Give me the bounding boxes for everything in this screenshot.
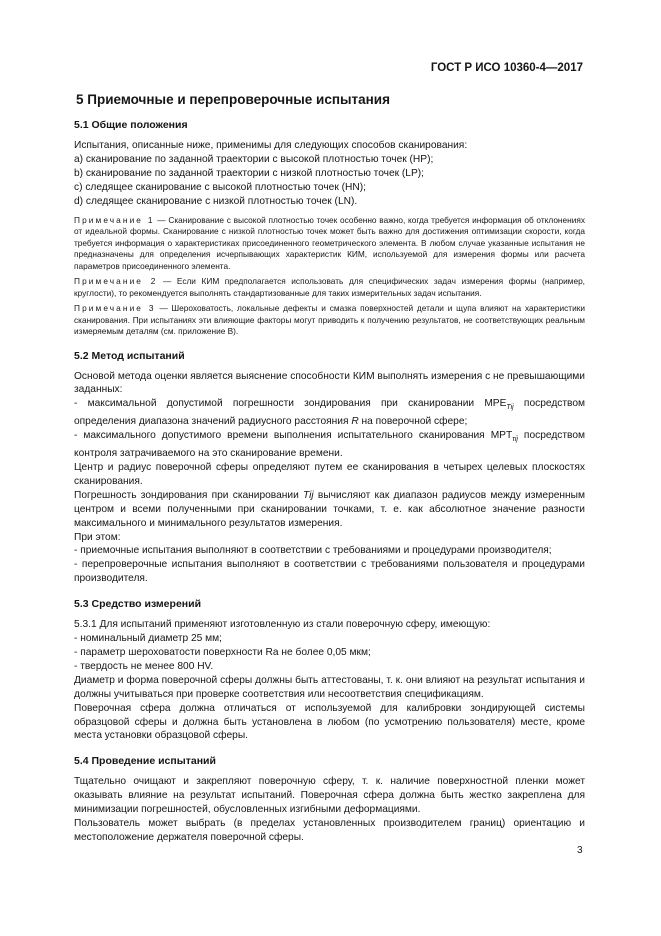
- bullet-item: - перепроверочные испытания выполняют в соответствии с требованиями пользователя и процедурами производителя.: [74, 559, 585, 585]
- variable: Tij: [303, 489, 314, 501]
- paragraph: [74, 489, 585, 531]
- bullet-item: [74, 429, 585, 461]
- text-run: вычисляют как диапазон радиусов между измеренным центром и всеми полученными при сканировании точками, т. е. как абсолютное значение разности максимального и минимального результатов измерения.: [74, 489, 585, 529]
- note-text: — Сканирование с высокой плотностью точек особенно важно, когда требуется информация об отклонениях от идеальной формы. Сканирование с низкой плотностью точек может быть важно для достижения оптимизации скорости, когда требуется информация о характеристиках присоединенного геометрического элемента. В любом случае указанные испытания не предназначены для определения исчерпывающих характеристик КИМ, используемой для измерения формы или расчета параметров присоединенного элемента.: [74, 214, 585, 271]
- variable: R: [351, 416, 359, 428]
- text-run: - максимальной допустимой погрешности зондирования при сканировании MPE: [74, 398, 507, 410]
- list-item: b) сканирование по заданной траектории с низкой плотностью точек (LP);: [74, 167, 424, 179]
- note-label: Примечание 1: [74, 214, 155, 225]
- note-3: [74, 303, 585, 338]
- note-1: [74, 215, 585, 273]
- subsection-title-5-2: 5.2 Метод испытаний: [74, 349, 185, 362]
- paragraph: Пользователь может выбрать (в пределах установленных производителем границ) ориентацию и местоположение держателя поверочной сферы.: [74, 818, 585, 843]
- section-title: 5 Приемочные и перепроверочные испытания: [76, 92, 390, 107]
- paragraph: Основой метода оценки является выяснение способности КИМ выполнять измерения с не превышающими заданных:: [74, 370, 585, 396]
- subsection-title-5-1: 5.1 Общие положения: [74, 119, 188, 131]
- subsection-title-5-4: 5.4 Проведение испытаний: [74, 755, 216, 768]
- list-item: d) следящее сканирование с низкой плотностью точек (LN).: [74, 195, 358, 207]
- paragraph: Тщательно очищают и закрепляют поверочную сферу, т. к. наличие поверхностной пленки может оказывать влияние на результат испытаний. Поверочная сфера должна быть жестко закреплена для минимизации погрешностей, обусловленных изгибными деформациями.: [74, 776, 585, 816]
- note-2: [74, 276, 585, 299]
- text-run: Погрешность зондирования при сканировании: [74, 489, 304, 501]
- document-header: ГОСТ Р ИСО 10360-4—2017: [430, 62, 583, 74]
- text-run: посредством контроля затрачиваемого на это сканирование времени.: [74, 430, 585, 460]
- text-run: посредством определения диапазона значений радиусного расстояния: [74, 398, 585, 428]
- bullet-item: - номинальный диаметр 25 мм;: [74, 633, 223, 645]
- page-content: [74, 91, 585, 845]
- note-text: — Если КИМ предполагается использовать для специфических задач измерения формы (например, круглости), то рекомендуется выполнять стандартизованные для таких измерительных задач испытания.: [74, 276, 585, 298]
- note-label: Примечание 2: [74, 276, 158, 287]
- paragraph: Центр и радиус поверочной сферы определяют путем ее сканирования в четырех целевых плоскостях сканирования.: [74, 462, 585, 487]
- page-number: 3: [577, 845, 583, 856]
- paragraph: При этом:: [74, 531, 121, 543]
- list-item: a) сканирование по заданной траектории с высокой плотностью точек (HP);: [74, 153, 434, 165]
- paragraph: 5.3.1 Для испытаний применяют изготовленную из стали поверочную сферу, имеющую:: [74, 619, 491, 631]
- text-run: - максимального допустимого времени выполнения испытательного сканирования MPT: [74, 430, 513, 442]
- bullet-item: - приемочные испытания выполняют в соответствии с требованиями и процедурами производителя;: [74, 545, 552, 557]
- note-label: Примечание 3: [74, 303, 156, 314]
- paragraph: Поверочная сфера должна отличаться от используемой для калибровки зондирующей системы образцовой сферы и должна быть установлена в любом (по усмотрению пользователя) месте, кроме места установки образцовой сферы.: [74, 702, 585, 742]
- subscript: τij: [512, 436, 518, 444]
- list-item: c) следящее сканирование с высокой плотностью точек (HN);: [74, 181, 366, 193]
- bullet-item: - параметр шероховатости поверхности Ra не более 0,05 мкм;: [74, 647, 371, 658]
- text-run: на поверочной сфере;: [358, 416, 468, 428]
- bullet-item: - твердость не менее 800 HV.: [74, 660, 214, 672]
- paragraph: Диаметр и форма поверочной сферы должны быть аттестованы, т. к. они влияют на результат испытания и должны учитываться при проверке соответствия или несоответствия спецификациям.: [74, 674, 585, 700]
- subsection-title-5-3: 5.3 Средство измерений: [74, 598, 202, 611]
- paragraph: Испытания, описанные ниже, применимы для следующих способов сканирования:: [74, 140, 468, 151]
- note-text: — Шероховатость, локальные дефекты и смазка поверхностей детали и щупа влияют на характеристики сканирования. При испытаниях эти влияющие факторы могут приводить к получению результатов, не соответствующих реальным измеряемым деталям (см. приложение В).: [74, 303, 585, 337]
- subscript: Tij: [506, 404, 514, 412]
- bullet-item: [74, 397, 585, 429]
